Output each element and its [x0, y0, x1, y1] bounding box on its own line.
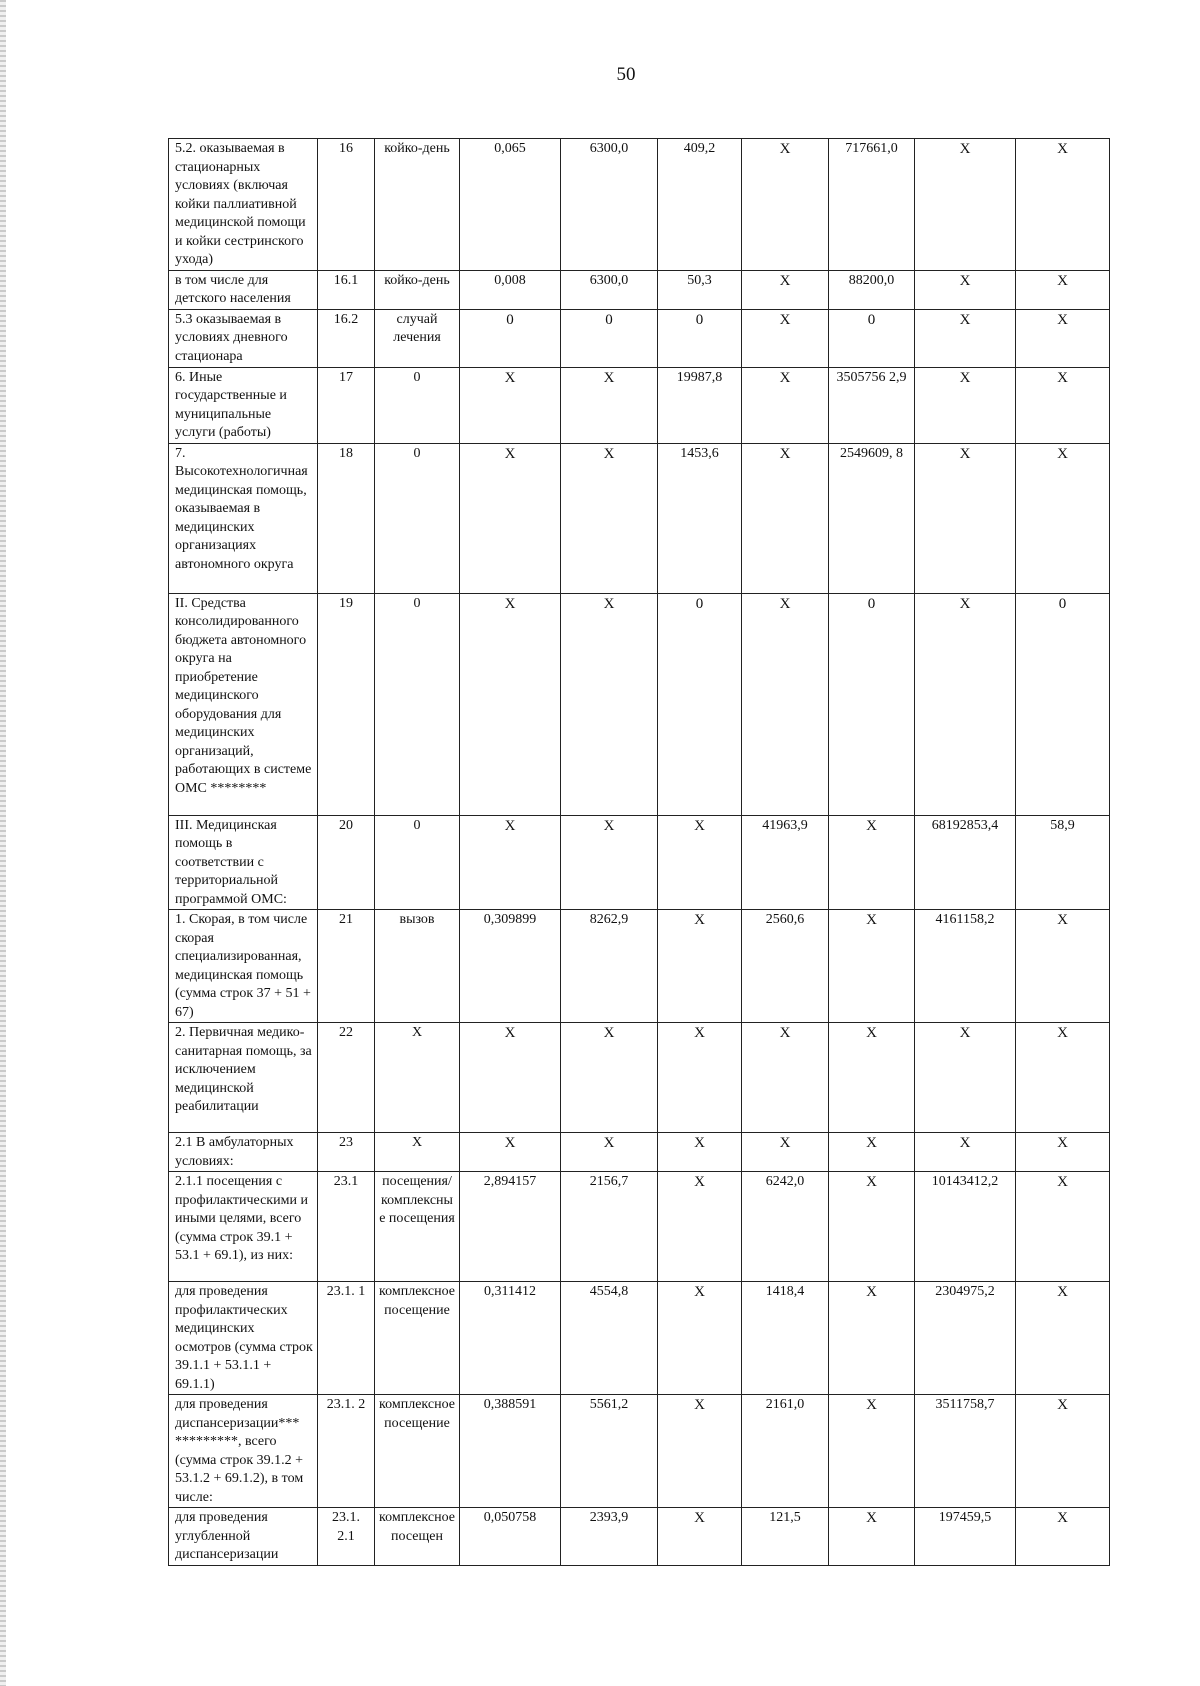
cell-share-percent: Х — [1016, 910, 1110, 1023]
cell-row-name: 2. Первичная медико-санитарная помощь, за исключением медицинской реабилитации — [169, 1023, 318, 1133]
cell-row-code: 23 — [318, 1133, 375, 1172]
table-row — [169, 367, 1110, 443]
cell-unit: комплексное посещение — [375, 1282, 460, 1395]
cell-total-oms: Х — [915, 1133, 1016, 1172]
cell-row-code: 17 — [318, 367, 375, 443]
cell-total-budget: Х — [829, 1023, 915, 1133]
cell-cost-norm: 6300,0 — [561, 270, 658, 309]
cell-row-name: для проведения профилактических медицинских осмотров (сумма строк 39.1.1 + 53.1.1 + 69.1.1) — [169, 1282, 318, 1395]
cell-total-oms: Х — [915, 367, 1016, 443]
cell-total-oms: Х — [915, 309, 1016, 367]
cell-row-code: 22 — [318, 1023, 375, 1133]
cell-volume-norm: 0 — [460, 309, 561, 367]
cell-per-capita-budget: Х — [658, 1023, 742, 1133]
cell-per-capita-oms: Х — [742, 593, 829, 815]
cell-volume-norm: 0,388591 — [460, 1395, 561, 1508]
cell-volume-norm: Х — [460, 1133, 561, 1172]
cell-row-name: II. Средства консолидированного бюджета автономного округа на приобретение медицинского оборудования для медицинских организаций, работающих в системе ОМС ******** — [169, 593, 318, 815]
scan-edge — [0, 0, 6, 1686]
cell-total-oms: Х — [915, 443, 1016, 593]
cell-total-budget: Х — [829, 1172, 915, 1282]
cell-total-oms: 10143412,2 — [915, 1172, 1016, 1282]
cell-total-budget: Х — [829, 1395, 915, 1508]
table-body — [169, 139, 1110, 1566]
cell-row-code: 23.1 — [318, 1172, 375, 1282]
cell-volume-norm: Х — [460, 367, 561, 443]
cell-total-budget: 717661,0 — [829, 139, 915, 271]
cell-total-oms: 2304975,2 — [915, 1282, 1016, 1395]
cell-total-oms: Х — [915, 270, 1016, 309]
cell-total-oms: 3511758,7 — [915, 1395, 1016, 1508]
cell-share-percent: Х — [1016, 309, 1110, 367]
cell-per-capita-oms: 2161,0 — [742, 1395, 829, 1508]
cell-row-code: 21 — [318, 910, 375, 1023]
cell-cost-norm: 2156,7 — [561, 1172, 658, 1282]
cell-per-capita-budget: 50,3 — [658, 270, 742, 309]
cell-unit: вызов — [375, 910, 460, 1023]
cell-per-capita-oms: Х — [742, 309, 829, 367]
cell-volume-norm: Х — [460, 815, 561, 910]
cell-share-percent: Х — [1016, 1508, 1110, 1566]
cell-unit: случай лечения — [375, 309, 460, 367]
table-row — [169, 1133, 1110, 1172]
cell-per-capita-oms: 2560,6 — [742, 910, 829, 1023]
cell-per-capita-budget: Х — [658, 1172, 742, 1282]
cell-row-name: для проведения углубленной диспансеризации — [169, 1508, 318, 1566]
cell-row-code: 16.2 — [318, 309, 375, 367]
cell-cost-norm: Х — [561, 593, 658, 815]
data-table — [168, 138, 1110, 1566]
cell-per-capita-budget: 0 — [658, 593, 742, 815]
cell-share-percent: 0 — [1016, 593, 1110, 815]
cell-volume-norm: Х — [460, 1023, 561, 1133]
cell-unit: Х — [375, 1023, 460, 1133]
cell-per-capita-oms: Х — [742, 139, 829, 271]
cell-volume-norm: 0,309899 — [460, 910, 561, 1023]
cell-share-percent: Х — [1016, 1282, 1110, 1395]
cell-row-code: 19 — [318, 593, 375, 815]
cell-per-capita-budget: Х — [658, 1282, 742, 1395]
cell-per-capita-budget: 409,2 — [658, 139, 742, 271]
cell-per-capita-oms: Х — [742, 367, 829, 443]
table-row — [169, 815, 1110, 910]
cell-row-name: III. Медицинская помощь в соответствии с территориальной программой ОМС: — [169, 815, 318, 910]
cell-total-oms: Х — [915, 1023, 1016, 1133]
cell-unit: койко-день — [375, 139, 460, 271]
cell-row-name: 1. Скорая, в том числе скорая специализированная, медицинская помощь (сумма строк 37 + 51 + 67) — [169, 910, 318, 1023]
cell-unit: койко-день — [375, 270, 460, 309]
cell-cost-norm: Х — [561, 443, 658, 593]
cell-row-code: 23.1. 2.1 — [318, 1508, 375, 1566]
cell-share-percent: Х — [1016, 1172, 1110, 1282]
cell-cost-norm: Х — [561, 367, 658, 443]
cell-row-code: 23.1. 1 — [318, 1282, 375, 1395]
table-row — [169, 443, 1110, 593]
cell-unit: Х — [375, 1133, 460, 1172]
table-row — [169, 910, 1110, 1023]
cell-total-budget: 3505756 2,9 — [829, 367, 915, 443]
cell-per-capita-budget: 0 — [658, 309, 742, 367]
table-row — [169, 1395, 1110, 1508]
cell-total-oms: Х — [915, 139, 1016, 271]
cell-row-code: 18 — [318, 443, 375, 593]
cell-row-code: 23.1. 2 — [318, 1395, 375, 1508]
cell-volume-norm: Х — [460, 443, 561, 593]
table-row — [169, 1023, 1110, 1133]
cell-total-budget: Х — [829, 1133, 915, 1172]
cell-row-name: 2.1 В амбулаторных условиях: — [169, 1133, 318, 1172]
cell-per-capita-oms: Х — [742, 1133, 829, 1172]
cell-row-code: 20 — [318, 815, 375, 910]
cell-total-oms: 197459,5 — [915, 1508, 1016, 1566]
cell-row-name: 7. Высокотехнологичная медицинская помощь, оказываемая в медицинских организациях автономного округа — [169, 443, 318, 593]
cell-per-capita-budget: Х — [658, 1133, 742, 1172]
cell-row-name: 5.3 оказываемая в условиях дневного стационара — [169, 309, 318, 367]
cell-cost-norm: Х — [561, 815, 658, 910]
table-row — [169, 1282, 1110, 1395]
cell-total-oms: Х — [915, 593, 1016, 815]
table-row — [169, 1172, 1110, 1282]
cell-share-percent: Х — [1016, 139, 1110, 271]
cell-cost-norm: 4554,8 — [561, 1282, 658, 1395]
cell-per-capita-oms: Х — [742, 443, 829, 593]
cell-total-budget: 2549609, 8 — [829, 443, 915, 593]
cell-per-capita-oms: 6242,0 — [742, 1172, 829, 1282]
cell-per-capita-budget: Х — [658, 815, 742, 910]
cell-per-capita-oms: 121,5 — [742, 1508, 829, 1566]
cell-per-capita-budget: 19987,8 — [658, 367, 742, 443]
cell-cost-norm: 0 — [561, 309, 658, 367]
cell-per-capita-oms: Х — [742, 1023, 829, 1133]
cell-total-budget: 0 — [829, 309, 915, 367]
cell-unit: комплексное посещение — [375, 1395, 460, 1508]
cell-total-budget: 88200,0 — [829, 270, 915, 309]
cell-cost-norm: 8262,9 — [561, 910, 658, 1023]
cell-total-budget: Х — [829, 910, 915, 1023]
cell-share-percent: 58,9 — [1016, 815, 1110, 910]
cell-volume-norm: 0,008 — [460, 270, 561, 309]
cell-cost-norm: Х — [561, 1023, 658, 1133]
cell-per-capita-oms: 1418,4 — [742, 1282, 829, 1395]
cell-per-capita-budget: 1453,6 — [658, 443, 742, 593]
cell-unit: 0 — [375, 367, 460, 443]
cell-per-capita-oms: 41963,9 — [742, 815, 829, 910]
cell-total-budget: Х — [829, 815, 915, 910]
cell-per-capita-budget: Х — [658, 1395, 742, 1508]
cell-volume-norm: 0,065 — [460, 139, 561, 271]
cell-cost-norm: 2393,9 — [561, 1508, 658, 1566]
cell-total-budget: Х — [829, 1282, 915, 1395]
cell-unit: 0 — [375, 815, 460, 910]
cell-volume-norm: 2,894157 — [460, 1172, 561, 1282]
cell-share-percent: Х — [1016, 367, 1110, 443]
cell-cost-norm: 6300,0 — [561, 139, 658, 271]
cell-volume-norm: 0,311412 — [460, 1282, 561, 1395]
page-number: 50 — [616, 64, 636, 85]
cell-unit: 0 — [375, 593, 460, 815]
cell-total-oms: 68192853,4 — [915, 815, 1016, 910]
cell-share-percent: Х — [1016, 1395, 1110, 1508]
cell-unit: комплексное посещен — [375, 1508, 460, 1566]
cell-row-name: для проведения диспансеризации*** *********, всего (сумма строк 39.1.2 + 53.1.2 + 69.1.2), в том числе: — [169, 1395, 318, 1508]
cell-total-budget: Х — [829, 1508, 915, 1566]
cell-share-percent: Х — [1016, 270, 1110, 309]
cell-row-name: в том числе для детского населения — [169, 270, 318, 309]
cell-row-code: 16 — [318, 139, 375, 271]
cell-cost-norm: Х — [561, 1133, 658, 1172]
cell-unit: 0 — [375, 443, 460, 593]
cell-per-capita-budget: Х — [658, 1508, 742, 1566]
cell-row-name: 2.1.1 посещения с профилактическими и иными целями, всего (сумма строк 39.1 + 53.1 + 69.1), из них: — [169, 1172, 318, 1282]
cell-share-percent: Х — [1016, 1133, 1110, 1172]
cell-total-oms: 4161158,2 — [915, 910, 1016, 1023]
table-row — [169, 593, 1110, 815]
cell-share-percent: Х — [1016, 443, 1110, 593]
cell-row-code: 16.1 — [318, 270, 375, 309]
table-row — [169, 309, 1110, 367]
cell-unit: посещения/комплексные посещения — [375, 1172, 460, 1282]
cell-cost-norm: 5561,2 — [561, 1395, 658, 1508]
table-row — [169, 139, 1110, 271]
cell-row-name: 6. Иные государственные и муниципальные услуги (работы) — [169, 367, 318, 443]
cell-share-percent: Х — [1016, 1023, 1110, 1133]
cell-per-capita-oms: Х — [742, 270, 829, 309]
cell-total-budget: 0 — [829, 593, 915, 815]
cell-volume-norm: Х — [460, 593, 561, 815]
cell-volume-norm: 0,050758 — [460, 1508, 561, 1566]
table-row — [169, 270, 1110, 309]
cell-row-name: 5.2. оказываемая в стационарных условиях (включая койки паллиативной медицинской помощи и койки сестринского ухода) — [169, 139, 318, 271]
table-row — [169, 1508, 1110, 1566]
cell-per-capita-budget: Х — [658, 910, 742, 1023]
